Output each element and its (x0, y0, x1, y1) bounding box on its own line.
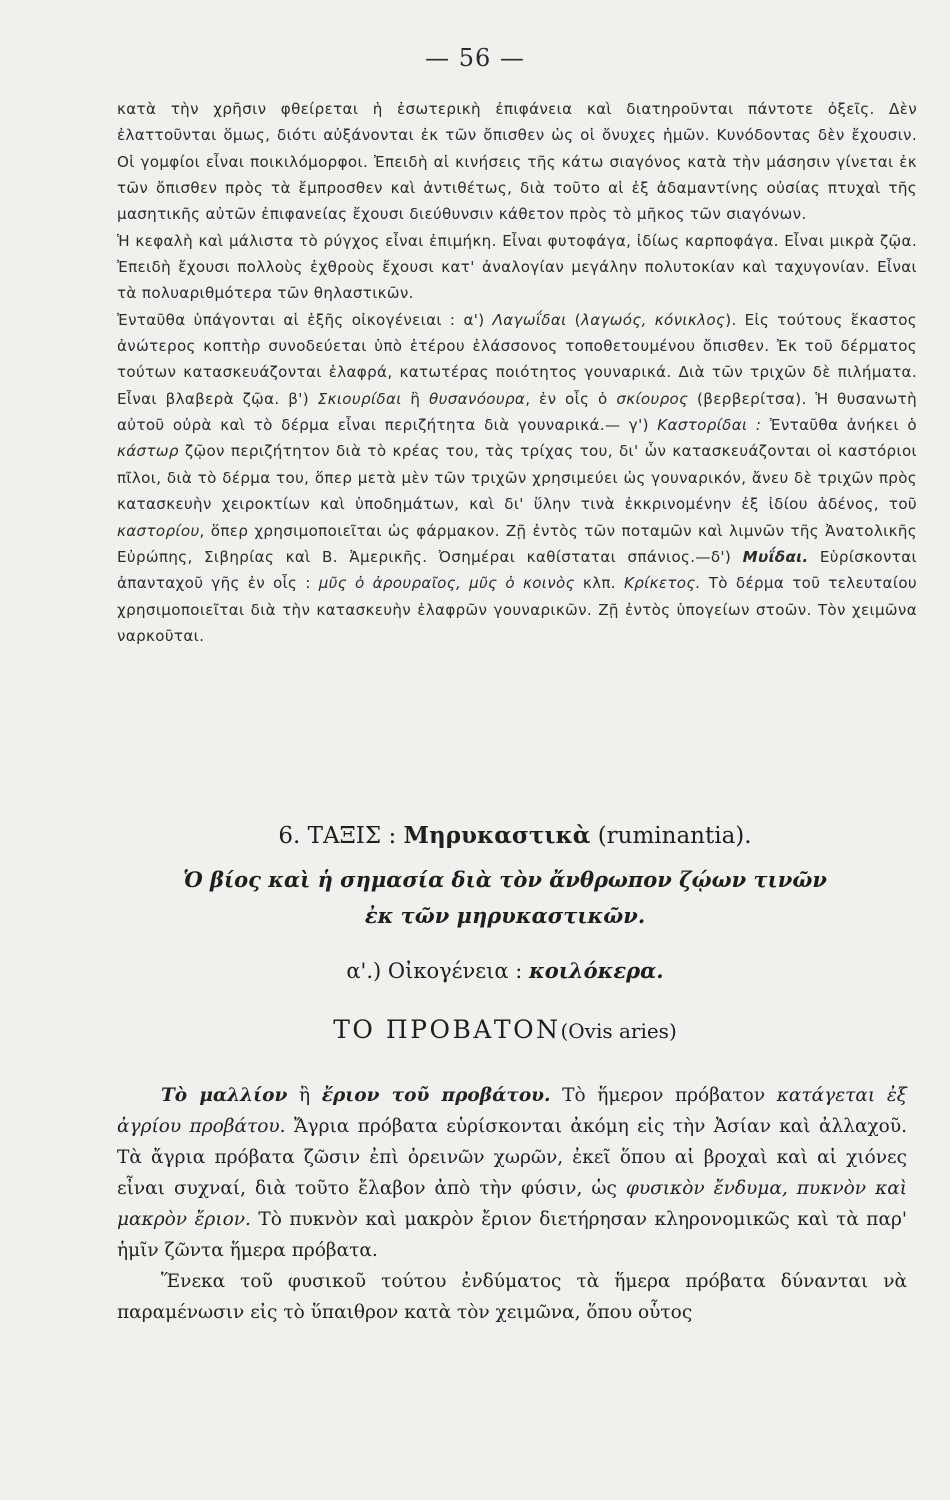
paragraph-head: Ἡ κεφαλὴ καὶ μάλιστα τὸ ρύγχος εἶναι ἐπιμήκη. Εἶναι φυτοφάγα, ἰδίως καρποφάγα. Εἶναι μικρὰ ζῷα. Ἐπειδὴ ἔχουσι πολλοὺς ἐχθροὺς ἔχουσι κατ' ἀναλογίαν μεγάλην πολυτοκίαν καὶ ταχυγονίαν. Εἶναι τὰ πολυαριθμότερα τῶν θηλαστικῶν. (117, 231, 917, 303)
paragraph-winter: Ἕνεκα τοῦ φυσικοῦ τούτου ἐνδύματος τὰ ἥμερα πρόβατα δύνανται νὰ παραμένωσιν εἰς τὸ ὕπαιθρον κατὰ τὸν χειμῶνα, ὅπου οὗτος (117, 1271, 907, 1323)
family-castoridae: Καστορίδαι : (657, 416, 762, 435)
family-sciuridae: Σκιουρίδαι (317, 389, 402, 408)
family-cricetus: Κρίκετος. (623, 574, 701, 593)
animal-latin-name: (Ovis aries) (560, 1019, 677, 1043)
family-muridae: Μυΐδαι. (742, 547, 809, 566)
paragraph-wool: Τὸ μαλλίον ἢ ἔριον τοῦ προβάτου. Τὸ ἥμερον πρόβατον κατάγεται ἐξ ἀγρίου προβάτου. Ἄγρια πρόβατα εὑρίσκονται ἀκόμη εἰς τὴν Ἀσίαν καὶ ἀλλαχοῦ. Τὰ ἄγρια πρόβατα ζῶσιν ἐπὶ ὀρεινῶν χωρῶν, ἐκεῖ ὅπου αἱ βροχαὶ καὶ αἱ χιόνες εἶναι συχναί, διὰ τοῦτο ἔλαβον ἀπὸ τὴν φύσιν, ὡς φυσικὸν ἔνδυμα, πυκνὸν καὶ μακρὸν ἔριον. Τὸ πυκνὸν καὶ μακρὸν ἔριον διετήρησαν κληρονομικῶς καὶ τὰ παρ' ἡμῖν ζῶντα ἥμερα πρόβατα. (117, 1085, 908, 1261)
paragraph-families: Ἐνταῦθα ὑπάγονται αἱ ἑξῆς οἰκογένειαι : α') Λαγωΐδαι (λαγωός, κόνικλος). Εἰς τούτους ἕκαστος ἀνώτερος κοπτὴρ συνοδεύεται ὑπὸ ἑτέρου ἐλάσσονος τοποθετουμένου ὄπισθεν. Ἐκ τοῦ δέρματος τούτων κατασκευάζονται ἐλαφρά, κατωτέρας ποιότητος γουναρικά. Διὰ τῶν τριχῶν δὲ πιλήματα. Εἶναι βλαβερὰ ζῷα. β') Σκιουρίδαι ἢ θυσανόουρα, ἐν οἷς ὁ σκίουρος (βερβερίτσα). Ἡ θυσανωτὴ αὐτοῦ οὐρὰ καὶ τὸ δέρμα εἶναι περιζήτητα διὰ γουναρικά.— γ') Καστορίδαι : Ἐνταῦθα ἀνήκει ὁ κάστωρ ζῷον περιζήτητον διὰ τὸ κρέας του, τὰς τρίχας του, δι' ὧν κατασκευάζονται οἱ καστόριοι πῖλοι, διὰ τὸ δέρμα του, ὅπερ μετὰ μὲν τῶν τριχῶν χρησιμεύει ὡς γουναρικόν, ἄνευ δὲ τριχῶν πρὸς κατασκευὴν χειροκτίων καὶ ὑποδημάτων, καὶ δι' ὕλην τινὰ ἐκκρινομένην ἐξ ἰδίου ἀδένος, τοῦ καστορίου, ὅπερ χρησιμοποιεῖται ὡς φάρμακον. Ζῇ ἐντὸς τῶν ποταμῶν καὶ λιμνῶν τῆς Ἀνατολικῆς Εὐρώπης, Σιβηρίας καὶ Β. Ἀμερικῆς. Ὀσημέραι καθίσταται σπάνιος.—δ') Μυΐδαι. Εὑρίσκονται ἀπανταχοῦ γῆς ἐν οἷς : μῦς ὁ ἀρουραῖος, μῦς ὁ κοινὸς κλπ. Κρίκετος. Τὸ δέρμα τοῦ τελευταίου χρησιμοποιεῖται διὰ τὴν κατασκευὴν ἐλαφρῶν γουναρικῶν. Ζῇ ἐντὸς ὑπογείων στοῶν. Τὸν χειμῶνα ναρκοῦται. (117, 310, 917, 645)
animal-title: ΤΟ ΠΡΟΒΑΤΟΝ(Ovis aries) (333, 1015, 677, 1044)
page-number: — 56 — (425, 44, 525, 72)
family-leporidae: Λαγωΐδαι (492, 310, 567, 329)
order-name: Μηρυκαστικὰ (403, 822, 591, 849)
subtitle-line-2: ἐκ τῶν μηρυκαστικῶν. (364, 903, 646, 928)
family-name: κοιλόκερα. (529, 958, 664, 983)
small-print-body (117, 96, 917, 649)
large-print-body (117, 1080, 907, 1328)
paragraph-incisors: κατὰ τὴν χρῆσιν φθείρεται ἡ ἐσωτερικὴ ἐπιφάνεια καὶ διατηροῦνται πάντοτε ὀξεῖς. Δὲν ἐλαττοῦνται ὅμως, διότι αὐξάνονται ἐκ τῶν ὄπισθεν ὡς οἱ ὄνυχες ἡμῶν. Κυνόδοντας δὲν ἔχουσιν. Οἱ γομφίοι εἶναι ποικιλόμορφοι. Ἐπειδὴ αἱ κινήσεις τῆς κάτω σιαγόνος κατὰ τὴν μάσησιν γίνεται ἐκ τῶν ὄπισθεν πρὸς τὰ ἔμπροσθεν καὶ ἀντιθέτως, διὰ τοῦτο αἱ ἐξ ἀδαμαντίνης οὐσίας πτυχαὶ τῆς μασητικῆς αὐτῶν ἐπιφανείας ἔχουσι διεύθυνσιν κάθετον πρὸς τὸ μῆκος τῶν σιαγόνων. (117, 100, 917, 224)
family-heading: α'.) Οἰκογένεια : κοιλόκερα. (346, 958, 664, 983)
subtitle-line-1: Ὁ βίος καὶ ἡ σημασία διὰ τὸν ἄνθρωπον ζῴων τινῶν (183, 867, 827, 892)
order-heading: 6. ΤΑΞΙΣ : Μηρυκαστικὰ (ruminantia). (278, 822, 752, 849)
